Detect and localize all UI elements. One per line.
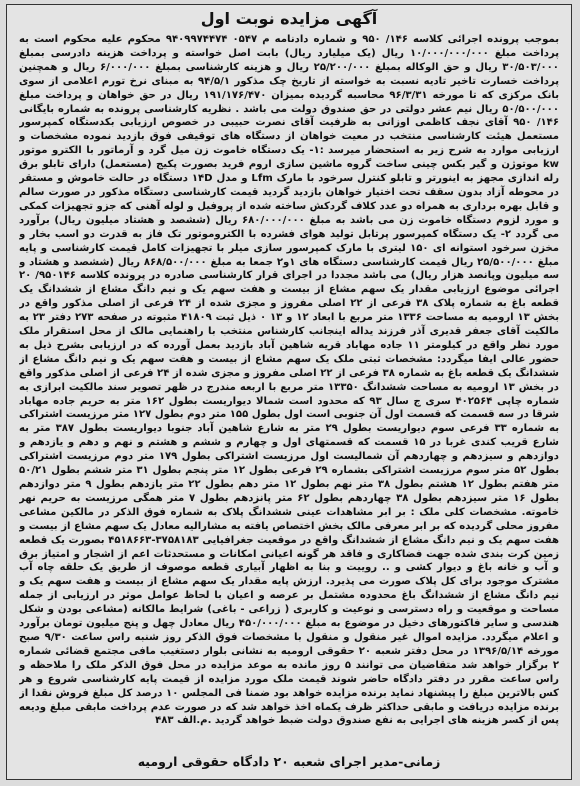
- notice-frame: [6, 4, 572, 780]
- notice-body: بموجب پرونده اجرائی کلاسه ۱۴۶/ ۹۵۰ و شماره دادنامه م ۰۵۴۷ ۹۴۰۹۹۷۴۴۷۴ محکوم علیه محکوم است به پرداخت مبلغ ۱۰/۰۰۰/۰۰۰/۰۰۰ ریال (یک میلیارد ریال) بابت اصل خواسته و پرداخت هزینه دادرسی بمبلغ ۳۰/۵۰۳/۰۰۰ ریال و حق الوکاله بمبلغ ۲۵/۲۰۰/۰۰۰ ریال و هزینه کارشناسی بمبلغ ۶/۰۰۰/۰۰۰ ریال و همچنین پرداخت خسارت تاخیر تادیه نسبت به خواسته از تاریخ چک مذکور ۹۴/۵/۱ به مبنای نرخ تورم اعلامی از سوی بانک مرکزی که تا مورخه ۹۶/۳/۳۱ محاسبه گردیده بمیزان ۱۹۱/۱۷۶/۴۷۰ ریال در حق خواهان و پرداخت مبلغ ۵۰/۵۰۰/۰۰۰ ریال نیم عشر دولتی در حق صندوق دولت می باشد . نظریه کارشناسی پرونده به شماره بایگانی ۱۴۶/ ۹۵۰ آقای نجف کاظمی اوزانی به ظرفیت آقای نصرت حبیبی در خصوص ارزیابی بکدستگاه کمپرسور مستعمل هیئت کارشناسی منتخب در معیت خواهان از دستگاه های توقیفی فوق بازدید نموده مشخصات و ارزیابی موارد به شرح زیر به استحضار میرسد :۱- یک دستگاه خاموت زن میل گرد و آرماتور با الکترو موتور kw موتوژن و گیر بکس چینی ساخت گروه ماشین سازی اروم فرید بصورت پکیج (مستعمل) دارای تابلو برق رله اندازی مجهز به اینورتر و تابلو کنترل سرخود با مارک Lfm و مدل ۱۴D دستگاه در حالت خاموش و مستقر در محوطه آزاد بدون سقف تحت اختیار خواهان بازدید گردید قیمت کارشناسی دستگاه مذکور در صورت سالم و قابل بهره برداری به همراه دو عدد کلاف گردکش ساخته شده از پروفیل و لوله آهنی که جزو تجهیزات کمکی و مورد لزوم دستگاه خاموت زن می باشد به مبلغ ۶۸۰/۰۰۰/۰۰۰ ریال (ششصد و هشتاد میلیون ریال) برآورد می گردد ۲- یک دستگاه کمپرسور پرتابل تولید هوای فشرده با الکتروموتور تک فاز به قدرت دو اسب بخار و مخزن سرخود استوانه ای ۱۵۰ لیتری با مارک کمپرسور سازی میلر با تجهیزات کامل قیمت کارشناسی و پایه مبلغ ۲۵/۵۰۰/۰۰۰ ریال قیمت کارشناسی دستگاه های ۱و۲ جمعا به مبلغ ۸۶۸/۵۰۰/۰۰۰ ریال (ششصد و هشتاد و سه میلیون وپانصد هزار ریال) می باشد مجددا در اجرای قرار کارشناسی صادره در پرونده کلاسه ۹۵۰۱۴۶/ ۲۰ اجرائی موضوع ارزیابی مقدار یک سهم مشاع از بیست و هفت سهم یک و نیم دانگ مشاع از ششدانگ یک قطعه باغ به شماره پلاک ۳۸ فرعی از ۲۲ اصلی مفروز و مجزی شده از ۲۴ فرعی از اصلی مذکور واقع در بخش ۱۳ ارومیه به مساحت ۱۳۳۶ متر مربع با ابعاد ۱۲ و ۱۳ ۰ ذیل ثبت ۴۱۸۰۹ مثبوته در صفحه ۲۷۳ دفتر ۲۳ به مالکیت آقای جعفر قدیری آذر فرزند یداله اینجانب کارشناس منتخب با راهنمایی مالک از محل استقرار ملک مورد نظر واقع در کیلومتر ۱۱ جاده مهاباد قریه شاهین آباد بازدید بعمل آورده که در ارزیابی بشرح ذیل به حضور عالی ایفا میگردد: مشخصات ثبتی ملک یک سهم مشاع از بیست و هفت سهم یک و نیم دانگ مشاع از ششدانگ یک قطعه باغ به شماره ۳۸ فرعی از ۲۲ اصلی مفروز و مجزی شده از ۲۴ فرعی از اصلی مذکور واقع در بخش ۱۳ ارومیه به مساحت ششدانگ ۱۳۳۵۰ متر مربع با اربعه مندرج در ظهر تصویر سند مالکیت ابرازی به شماره چاپی ۴۰۲۵۶۴ سری ج سال ۹۳ که محدود است شمالا دیواریست بطول ۱۶۲ متر به حریم جاده مهاباد شرقا در سه قسمت که قسمت اول آن جنوبی است اول بطول ۱۵۵ متر دوم بطول ۱۲۷ متر مرزیست اشتراکی به شماره ۳۳ فرعی سوم دیواریست بطول ۲۹ متر به شارع شاهین آباد جنوبا دیواریست بطول ۳۸۷ متر به شارع قریب کندی غربا در ۱۵ قسمت که قسمتهای اول و چهارم و ششم و هشتم و نهم و دهم و یازدهم و دوازدهم و سیزدهم و چهاردهم آن شمالیست اول مرزیست اشتراکی بطول ۱۷۹ متر دوم مرزیست اشتراکی بطول ۵۲ متر سوم مرزیست اشتراکی بشماره ۲۹ فرعی بطول ۱۲ متر پنجم بطول ۳۱ متر ششم بطول ۵۰/۲۱ متر هفتم بطول ۱۲ هشتم بطول ۳۸ متر نهم بطول ۱۲ متر دهم بطول ۲۲ متر یازدهم بطول ۹ متر دوازدهم بطول ۱۶ متر سیزدهم بطول ۳۸ چهاردهم بطول ۶۲ متر پانزدهم بطول ۷ متر همگی مرزیست به حریم نهر خاموته. مشخصات کلی ملک : بر ابر مشاهدات عینی ششدانگ پلاک به شماره فوق الذکر در مالکین مشاعی مفروز محلی گردیده که بر ابر معرفی مالک بخش اختصاص یافته به مشارالیه معادل یک سهم مشاع از بیست و هفت سهم یک و نیم دانگ مشاع از ششدانگ واقع در موقعیت جغرافیایی ۳۷۵۸۱۸۳-۴۵۱۸۶۶۳ بصورت یک قطعه زمین کرت بندی شده جهت فضاکاری و فاقد هر گونه اعیانی امکانات و مستحدثات اعم از اشجار و امتیاز برق و آب و خانه باغ و دیوار کشی و .. روییت و بنا به اظهار آبیاری قطعه موصوف از طریق یک حلقه چاه آب مشترک موجود برای کل پلاک صورت می پذیرد. ارزش پایه مقدار یک سهم مشاع از بیست و هفت سهم یک و نیم دانگ مشاع از ششدانگ باغ محدوده مشتمل بر عرصه و اعیان با لحاظ عوامل موثر در ارزیابی از جمله مساحت و موقعیت و راه دسترسی و نوعیت و کاربری ( زراعی - باغی) شرایط مالکانه (مشاعی بودن و شکل هندسی و سایر فاکتورهای دخیل در موضوع به مبلغ ۴۵۰/۰۰۰/۰۰۰ ریال معادل چهل و پنج میلیون تومان برآورد و اعلام میگردد. مزایده اموال غیر منقول و منقول با مشخصات فوق الذکر روز شنبه راس ساعت ۹/۳۰ صبح مورخه ۱۳۹۶/۵/۱۴ در محل دفتر شعبه ۲۰ حقوقی ارومیه به نشانی بلوار دستغیب مافی مجتمع قضائی شماره ۲ برگزار خواهد شد متقاضیان می توانند ۵ روز مانده به موعد مزایده در محل فوق الذکر ملک را ملاحظه و راس ساعت مقرر در دفتر دادگاه حاضر شوند قیمت ملک مورد مزایده از قیمت پایه کارشناسی شروع و هر کس بالاترین مبلغ را پیشنهاد نماید برنده مزایده خواهد بود ضمنا فی المجلس ۱۰ درصد کل مبلغ فروش نقدا از برنده مزایده دریافت و مابقی حداکثر ظرف یکماه اخذ خواهد شد که در صورت عدم پرداخت مابقی مبلغ ودیعه پس از کسر هزینه های اجرایی به نفع صندوق دولت ضبط خواهد گردید .م.الف ۴۸۳: [19, 34, 559, 727]
- notice-signature: زمانی-مدیر اجرای شعبه ۲۰ دادگاه حقوقی ارومیه: [137, 754, 441, 769]
- notice-title: آگهی مزایده نوبت اول: [200, 9, 378, 28]
